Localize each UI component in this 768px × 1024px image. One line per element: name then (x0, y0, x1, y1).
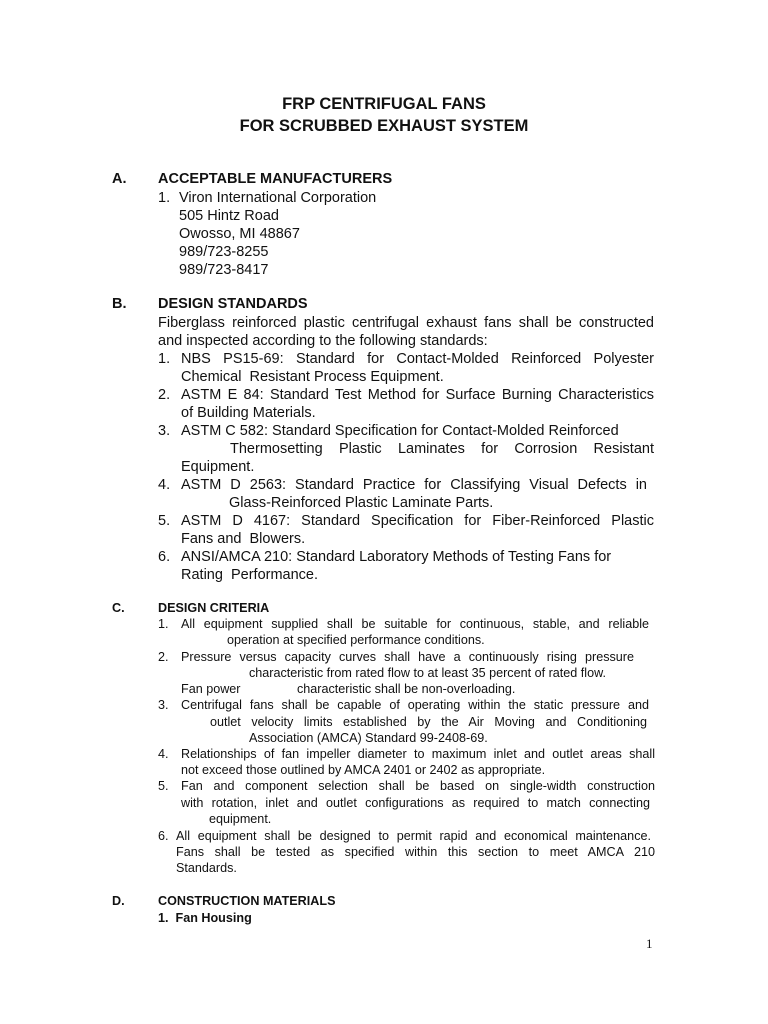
standard-item-text: Thermosetting Plastic Laminates for Corrosion Resistant (230, 441, 654, 457)
standard-item-number: 2. (158, 387, 171, 403)
section-d-heading: CONSTRUCTION MATERIALS (158, 894, 336, 908)
standard-item-text: of Building Materials. (181, 405, 316, 421)
standard-item-number: 3. (158, 423, 171, 439)
criteria-item-text: not exceed those outlined by AMCA 2401 or 2402 as appropriate. (181, 763, 546, 777)
criteria-item-text: Association (AMCA) Standard 99-2408-69. (249, 731, 488, 745)
standard-item-text: Equipment. (181, 459, 255, 475)
document-title-line-2: FOR SCRUBBED EXHAUST SYSTEM (239, 117, 529, 135)
criteria-item-text: Centrifugal fans shall be capable of operating within the static pressure and (181, 698, 649, 712)
criteria-item-text: operation at specified performance conditions. (227, 633, 485, 647)
standard-item-text: Fans and Blowers. (181, 531, 306, 547)
standard-item-text: ANSI/AMCA 210: Standard Laboratory Methods of Testing Fans for (181, 549, 612, 565)
standard-item-text: ASTM E 84: Standard Test Method for Surface Burning Characteristics (181, 387, 654, 403)
section-d-letter: D. (112, 894, 125, 908)
criteria-item-text: Relationships of fan impeller diameter to maximum inlet and outlet areas shall (181, 747, 655, 761)
standard-item-text: Rating Performance. (181, 567, 319, 583)
standard-item-text: NBS PS15-69: Standard for Contact-Molded Reinforced Polyester (181, 351, 654, 367)
criteria-item-text: Standards. (176, 861, 237, 875)
criteria-item-text: characteristic shall be non-overloading. (297, 682, 516, 696)
section-b-intro-line: Fiberglass reinforced plastic centrifugal exhaust fans shall be constructed (158, 315, 654, 331)
criteria-item-number: 2. (158, 650, 169, 664)
section-c-heading: DESIGN CRITERIA (158, 601, 270, 615)
section-c-letter: C. (112, 601, 125, 615)
criteria-item-number: 6. (158, 829, 169, 843)
criteria-item-number: 4. (158, 747, 169, 761)
criteria-item-text: outlet velocity limits established by the Air Moving and Conditioning (210, 715, 647, 729)
criteria-item-text: Fan and component selection shall be based on single-width construction (181, 779, 655, 793)
manufacturer-name: Viron International Corporation (179, 190, 377, 206)
standard-item-text: Chemical Resistant Process Equipment. (181, 369, 444, 385)
criteria-item-text: All equipment supplied shall be suitable for continuous, stable, and reliable (181, 617, 649, 631)
manufacturer-phone: 989/723-8255 (179, 244, 269, 260)
criteria-item-text: characteristic from rated flow to at least 35 percent of rated flow. (249, 666, 606, 680)
document-title-line-1: FRP CENTRIFUGAL FANS (282, 95, 486, 113)
section-d-subheading: 1. Fan Housing (158, 911, 252, 925)
standard-item-text: ASTM D 2563: Standard Practice for Classifying Visual Defects in (181, 477, 647, 493)
manufacturer-phone: 989/723-8417 (179, 262, 269, 278)
section-b-heading: DESIGN STANDARDS (158, 296, 308, 312)
standard-item-text: Glass-Reinforced Plastic Laminate Parts. (229, 495, 494, 511)
criteria-item-text: Pressure versus capacity curves shall have a continuously rising pressure (181, 650, 634, 664)
criteria-item-text: equipment. (209, 812, 272, 826)
standard-item-text: ASTM C 582: Standard Specification for Contact-Molded Reinforced (181, 423, 619, 439)
manufacturer-address-line: 505 Hintz Road (179, 208, 279, 224)
criteria-item-text: Fans shall be tested as specified within this section to meet AMCA 210 (176, 845, 655, 859)
section-a-item-number: 1. (158, 190, 171, 206)
criteria-item-text: Fan power (181, 682, 241, 696)
criteria-item-text: All equipment shall be designed to permit rapid and economical maintenance. (176, 829, 651, 843)
criteria-item-text: with rotation, inlet and outlet configurations as required to match connecting (181, 796, 650, 810)
criteria-item-number: 3. (158, 698, 169, 712)
standard-item-number: 5. (158, 513, 171, 529)
manufacturer-address-line: Owosso, MI 48867 (179, 226, 300, 242)
section-a-letter: A. (112, 171, 127, 187)
criteria-item-number: 5. (158, 779, 169, 793)
section-a-heading: ACCEPTABLE MANUFACTURERS (158, 171, 393, 187)
page-number: 1 (646, 936, 653, 951)
section-b-letter: B. (112, 296, 127, 312)
standard-item-text: ASTM D 4167: Standard Specification for Fiber-Reinforced Plastic (181, 513, 654, 529)
standard-item-number: 4. (158, 477, 171, 493)
criteria-item-number: 1. (158, 617, 169, 631)
section-b-intro-line: and inspected according to the following standards: (158, 333, 488, 349)
standard-item-number: 1. (158, 351, 171, 367)
standard-item-number: 6. (158, 549, 171, 565)
